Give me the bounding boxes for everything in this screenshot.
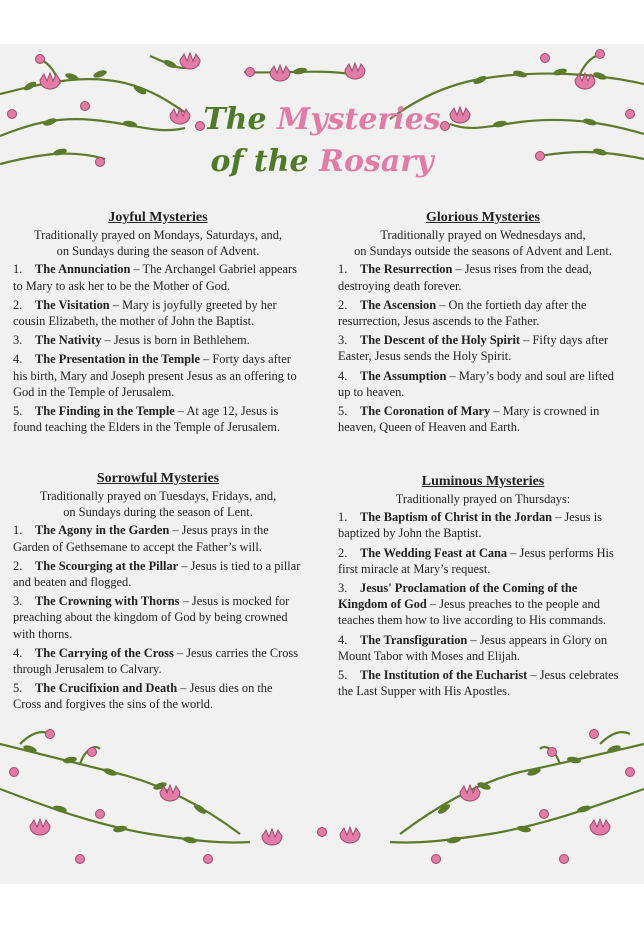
list-item xyxy=(13,680,303,712)
glorious-desc-line-1: Traditionally prayed on Wednesdays and, xyxy=(380,228,586,242)
item-number: 5. xyxy=(13,404,23,419)
list-item xyxy=(338,368,628,400)
item-text: – Jesus is mocked for preaching about the kingdom of God by being crowned with thorns. xyxy=(13,594,290,641)
sorrowful-desc xyxy=(13,488,303,520)
list-item xyxy=(13,522,303,554)
glorious-section xyxy=(338,209,628,438)
list-item xyxy=(338,667,628,699)
luminous-desc-line-1: Traditionally prayed on Thursdays: xyxy=(395,492,571,506)
luminous-desc xyxy=(338,491,628,507)
glorious-title: Glorious Mysteries xyxy=(426,210,540,225)
list-item xyxy=(13,645,303,677)
item-text: – Jesus performs His first miracle at Mary’s request. xyxy=(338,545,614,576)
item-name: The Coronation of Mary xyxy=(360,404,491,419)
list-item xyxy=(338,580,628,629)
item-text: – Jesus dies on the Cross and forgives the sins of the world. xyxy=(13,681,273,712)
item-name: The Agony in the Garden xyxy=(35,523,170,538)
joyful-desc xyxy=(13,227,303,259)
list-item xyxy=(338,632,628,664)
item-name: The Crowning with Thorns xyxy=(35,594,180,609)
list-item xyxy=(338,261,628,293)
title-word-of-the: of the xyxy=(210,144,309,179)
item-text: – On the fortieth day after the resurrection, Jesus ascends to the Father. xyxy=(338,297,587,329)
joyful-desc-line-2: on Sundays during the season of Advent. xyxy=(56,244,260,259)
item-text: – Mary’s body and soul are lifted up to heaven. xyxy=(338,368,615,399)
list-item xyxy=(338,403,628,435)
list-item xyxy=(338,509,628,541)
item-name: The Descent of the Holy Spirit xyxy=(360,333,521,348)
joyful-title: Joyful Mysteries xyxy=(108,210,208,225)
item-number: 5. xyxy=(338,668,348,683)
page-title-line-1 xyxy=(0,102,644,137)
page-title-line-2 xyxy=(0,144,644,179)
list-item xyxy=(338,545,628,577)
item-number: 1. xyxy=(338,262,348,277)
list-item xyxy=(338,297,628,329)
item-number: 4. xyxy=(338,632,348,647)
item-name: The Assumption xyxy=(360,368,447,383)
list-item xyxy=(13,403,303,435)
item-text: – Jesus preaches to the people and teaches them how to live according to His commands. xyxy=(338,597,607,628)
list-item xyxy=(13,351,303,400)
item-number: 3. xyxy=(13,594,23,609)
item-number: 3. xyxy=(13,333,23,348)
item-name: The Ascension xyxy=(360,297,437,312)
item-name: The Scourging at the Pillar xyxy=(35,558,179,573)
item-name: Jesus' Proclamation of the Coming of the Kingdom of God xyxy=(338,581,578,612)
page xyxy=(0,44,644,884)
joyful-desc-line-1: Traditionally prayed on Mondays, Saturdays, and, xyxy=(33,228,282,242)
item-number: 2. xyxy=(13,558,23,573)
item-text: – Jesus rises from the dead, destroying death forever. xyxy=(338,262,592,293)
item-number: 2. xyxy=(338,297,348,312)
list-item xyxy=(338,332,628,364)
joyful-section xyxy=(13,209,303,438)
title-word-rosary: Rosary xyxy=(319,144,434,179)
item-text: – Jesus carries the Cross through Jerusalem to Calvary. xyxy=(13,645,299,677)
list-item xyxy=(13,261,303,293)
item-number: 4. xyxy=(338,368,348,383)
item-text: – Forty days after his birth, Mary and Joseph present Jesus as an offering to God in the Temple of Jerusalem. xyxy=(13,352,297,399)
item-name: The Presentation in the Temple xyxy=(35,352,200,367)
item-name: The Baptism of Christ in the Jordan xyxy=(360,510,553,525)
sorrowful-desc-line-2: on Sundays during the season of Lent. xyxy=(63,505,253,520)
item-number: 3. xyxy=(338,333,348,348)
sorrowful-desc-line-1: Traditionally prayed on Tuesdays, Fridays, and, xyxy=(39,489,277,503)
item-text: – Jesus appears in Glory on Mount Tabor with Moses and Elijah. xyxy=(338,632,608,663)
item-text: – Jesus celebrates the Last Supper with His Apostles. xyxy=(338,668,619,699)
item-number: 1. xyxy=(13,523,23,538)
item-name: The Finding in the Temple xyxy=(35,404,175,419)
item-name: The Institution of the Eucharist xyxy=(360,668,528,683)
list-item xyxy=(13,558,303,590)
item-number: 2. xyxy=(338,545,348,560)
item-text: – The Archangel Gabriel appears to Mary to ask her to be the Mother of God. xyxy=(13,262,298,293)
item-text: – At age 12, Jesus is found teaching the Elders in the Temple of Jerusalem. xyxy=(13,404,280,435)
item-name: The Carrying of the Cross xyxy=(35,645,174,660)
item-number: 3. xyxy=(338,581,348,596)
item-name: The Annunciation xyxy=(35,262,131,277)
list-item xyxy=(13,297,303,329)
item-text: – Jesus is born in Bethlehem. xyxy=(101,333,250,348)
list-item xyxy=(13,332,303,348)
item-number: 4. xyxy=(13,645,23,660)
item-number: 4. xyxy=(13,352,23,367)
item-name: The Visitation xyxy=(35,297,110,312)
item-name: The Crucifixion and Death xyxy=(35,681,178,696)
item-text: – Fifty days after Easter, Jesus sends the Holy Spirit. xyxy=(338,333,609,364)
title-word-the: The xyxy=(203,102,267,137)
item-number: 5. xyxy=(338,404,348,419)
sorrowful-title: Sorrowful Mysteries xyxy=(96,471,220,486)
item-text: – Mary is joyfully greeted by her cousin Elizabeth, the mother of John the Baptist. xyxy=(13,297,277,329)
item-text: – Mary is crowned in heaven, Queen of Heaven and Earth. xyxy=(338,404,600,435)
item-name: The Wedding Feast at Cana xyxy=(360,545,508,560)
glorious-desc xyxy=(338,227,628,259)
item-number: 2. xyxy=(13,297,23,312)
luminous-section xyxy=(338,473,628,702)
item-number: 5. xyxy=(13,681,23,696)
item-name: The Transfiguration xyxy=(360,632,468,647)
item-text: – Jesus prays in the Garden of Gethsemane to accept the Father’s will. xyxy=(13,523,269,554)
item-number: 1. xyxy=(13,262,23,277)
list-item xyxy=(13,593,303,642)
item-name: The Nativity xyxy=(35,333,102,348)
luminous-title: Luminous Mysteries xyxy=(421,474,545,489)
title-word-mysteries: Mysteries xyxy=(277,102,441,137)
sorrowful-section xyxy=(13,470,303,716)
item-name: The Resurrection xyxy=(360,262,453,277)
item-text: – Jesus is tied to a pillar and beaten and flogged. xyxy=(13,558,301,590)
glorious-desc-line-2: on Sundays outside the seasons of Advent and Lent. xyxy=(354,244,612,259)
item-text: – Jesus is baptized by John the Baptist. xyxy=(338,510,602,541)
item-number: 1. xyxy=(338,510,348,525)
